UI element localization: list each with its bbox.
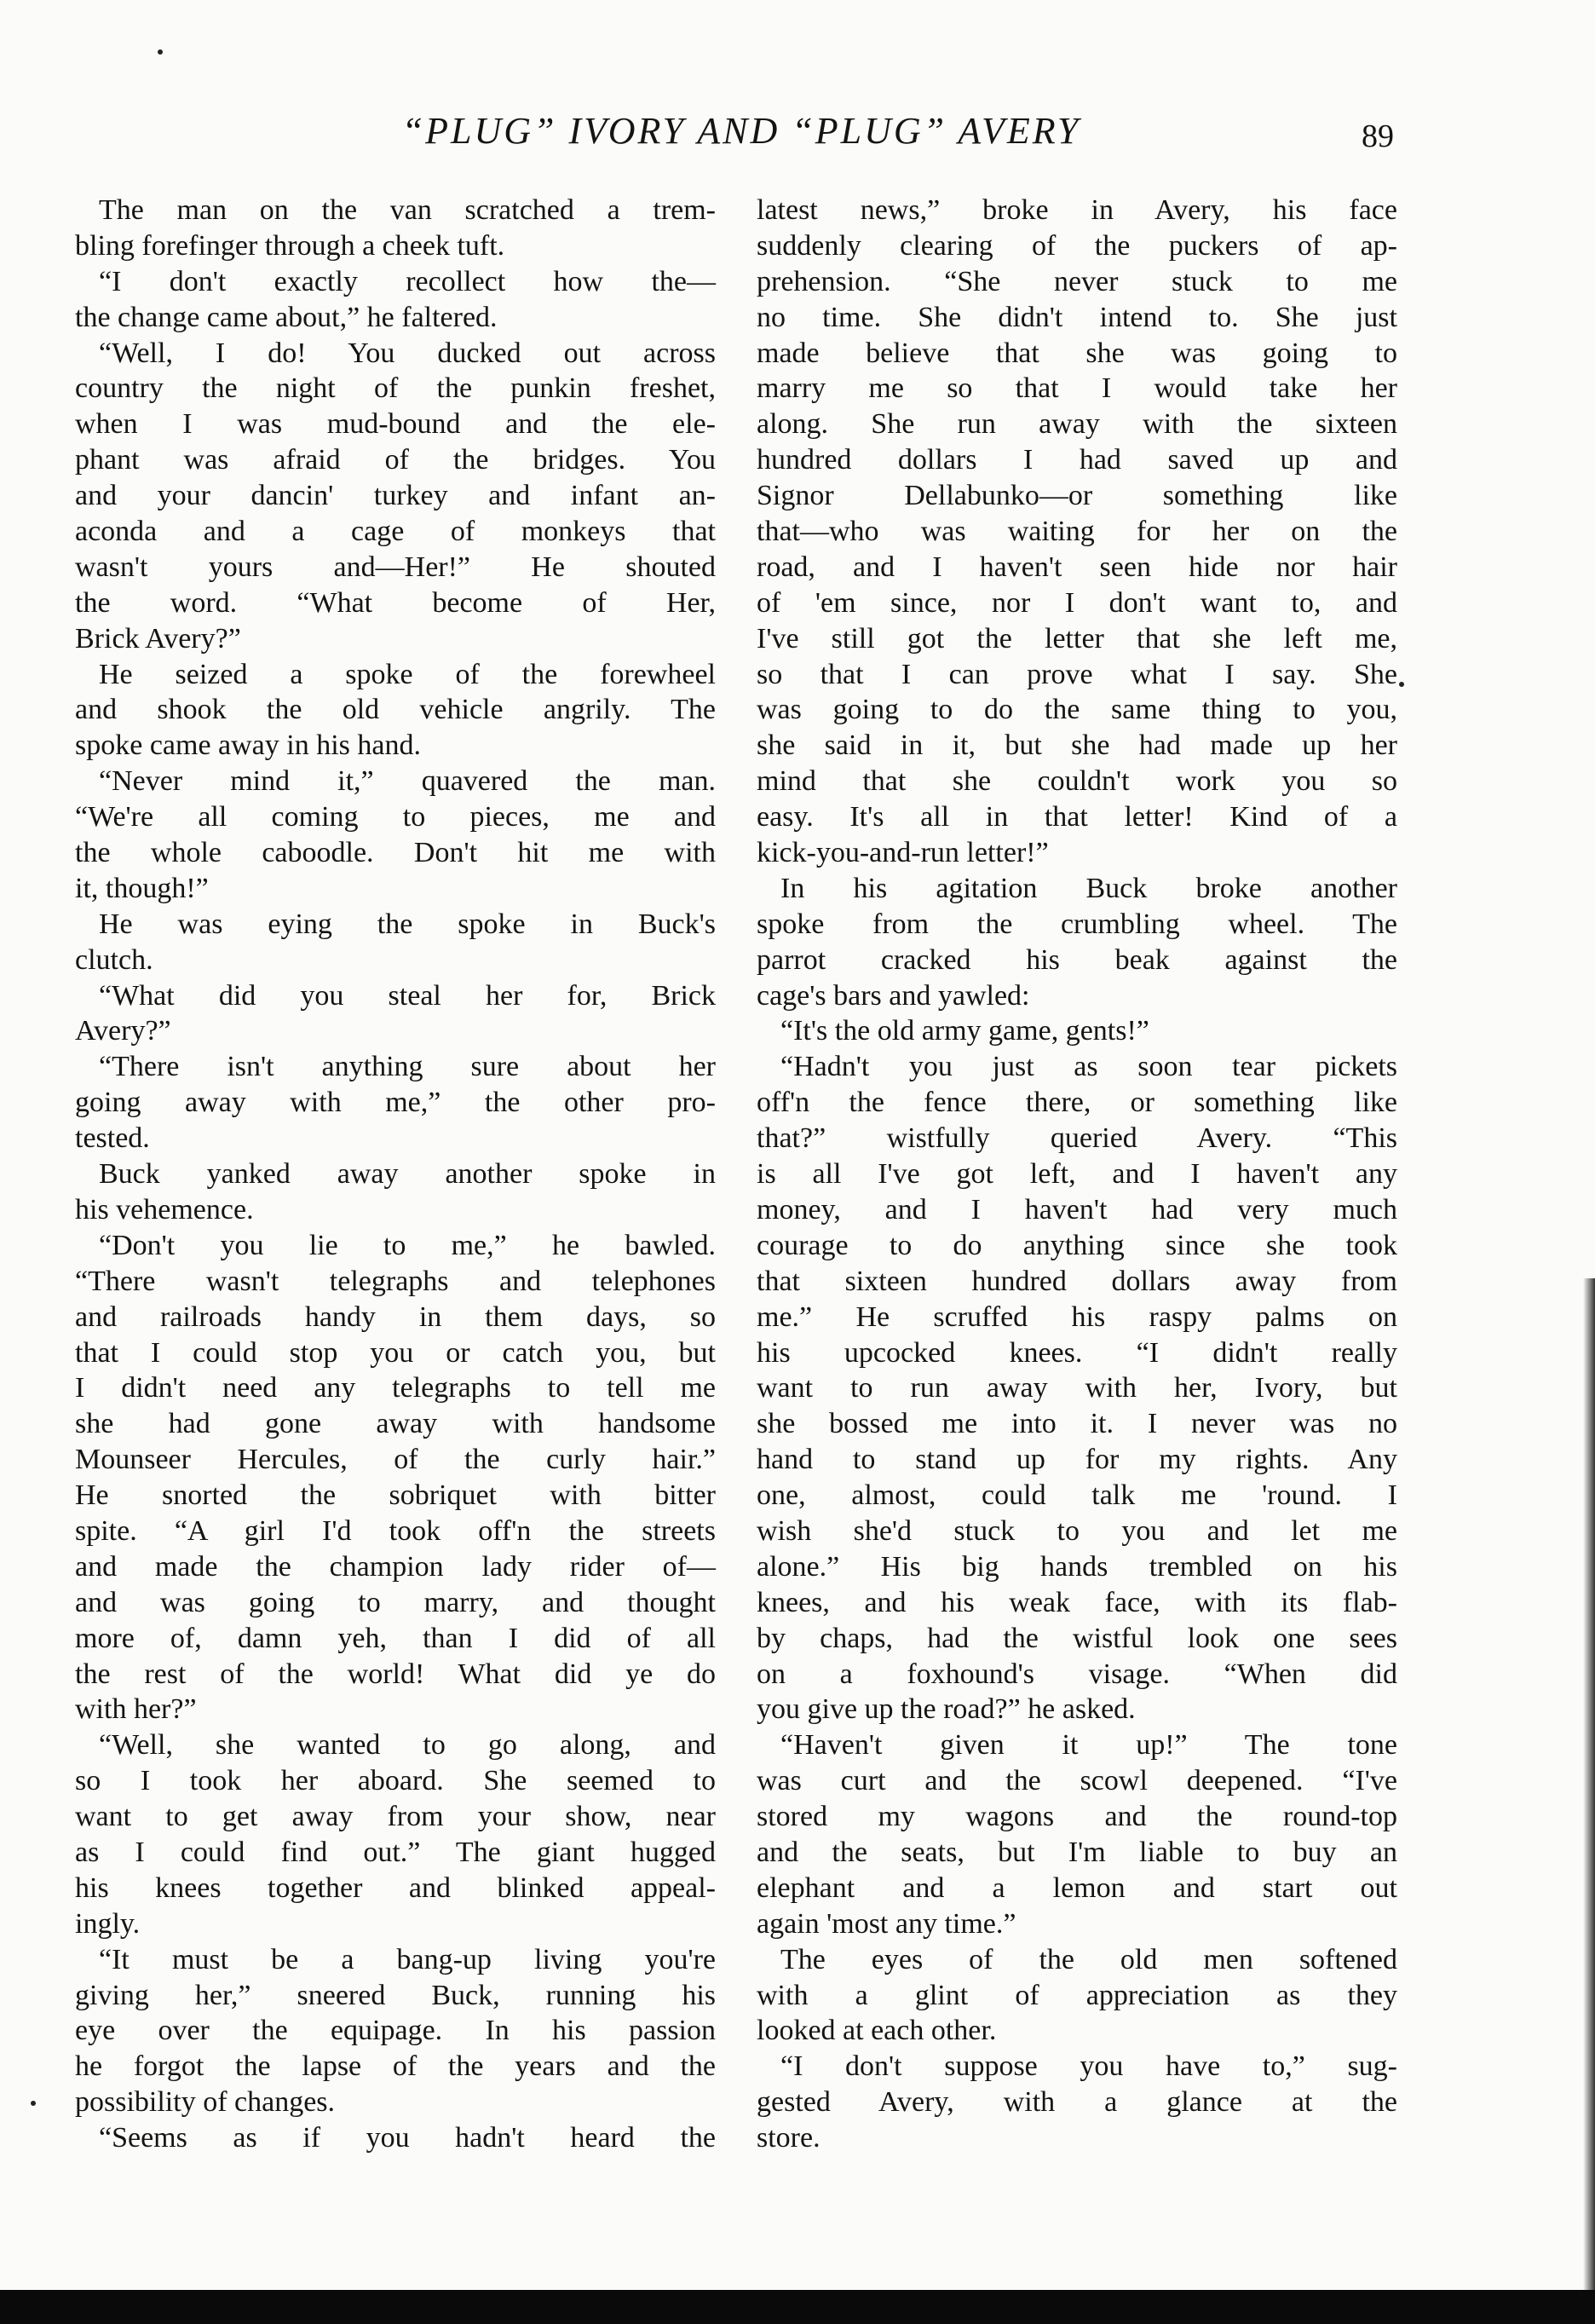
text-line: “Haven't given it up!” The tone	[780, 1729, 1397, 1762]
text-line: again 'most any time.”	[757, 1907, 1016, 1940]
paragraph	[75, 1727, 716, 1941]
paragraph	[75, 764, 716, 907]
text-line: with her?”	[75, 1693, 197, 1726]
running-header: “PLUG” IVORY AND “PLUG” AVERY	[401, 110, 1081, 152]
text-line: “Hadn't you just as soon tear pickets	[780, 1051, 1397, 1083]
text-line: “There wasn't telegraphs and telephones	[75, 1265, 716, 1297]
text-line: parrot cracked his beak against the	[757, 943, 1397, 976]
text-line: Brick Avery?”	[75, 622, 241, 655]
text-line: possibility of changes.	[75, 2086, 336, 2119]
text-line: made believe that she was going to	[757, 337, 1397, 369]
text-line: as I could find out.” The giant hugged	[75, 1836, 716, 1868]
paragraph	[757, 1049, 1397, 1727]
text-line: Avery?”	[75, 1015, 171, 1047]
text-line: you give up the road?” he asked.	[757, 1693, 1136, 1726]
paragraph	[757, 1942, 1397, 2050]
text-line: she had gone away with handsome	[75, 1408, 716, 1440]
text-line: it, though!”	[75, 872, 209, 904]
text-line: “Well, I do! You ducked out across	[99, 337, 716, 369]
text-line: “Never mind it,” quavered the man.	[99, 765, 716, 798]
text-line: want to get away from your show, near	[75, 1801, 716, 1833]
paragraph	[75, 1942, 716, 2120]
text-line: off'n the fence there, or something like	[757, 1087, 1397, 1119]
text-line: “I don't exactly recollect how the—	[99, 265, 716, 297]
text-line: aconda and a cage of monkeys that	[75, 516, 716, 548]
text-line: ingly.	[75, 1907, 141, 1940]
paragraph	[757, 1727, 1397, 1941]
text-line: prehension. “She never stuck to me	[757, 265, 1397, 297]
right-column	[757, 193, 1397, 2156]
text-line: and made the champion lady rider of—	[75, 1550, 716, 1583]
text-line: alone.” His big hands trembled on his	[757, 1550, 1397, 1583]
text-line: road, and I haven't seen hide nor hair	[757, 551, 1397, 583]
text-line: want to run away with her, Ivory, but	[757, 1372, 1397, 1404]
text-line: his knees together and blinked appeal-	[75, 1871, 716, 1904]
text-line: In his agitation Buck broke another	[780, 872, 1397, 904]
text-line: the change came about,” he faltered.	[75, 301, 498, 333]
paragraph	[75, 657, 716, 764]
page-number: 89	[1362, 118, 1394, 154]
text-line: The eyes of the old men softened	[780, 1943, 1397, 1975]
text-line: the rest of the world! What did ye do	[75, 1658, 716, 1690]
text-line: and your dancin' turkey and infant an-	[75, 480, 716, 512]
left-column	[75, 193, 716, 2156]
text-line: hand to stand up for my rights. Any	[757, 1444, 1397, 1476]
paragraph	[75, 193, 716, 264]
text-line: marry me so that I would take her	[757, 372, 1397, 405]
text-line: “It must be a bang-up living you're	[99, 1943, 716, 1975]
text-line: so I took her aboard. She seemed to	[75, 1765, 716, 1797]
text-line: Buck yanked away another spoke in	[99, 1158, 716, 1191]
paragraph	[75, 336, 716, 657]
text-line: she bossed me into it. I never was no	[757, 1408, 1397, 1440]
text-line: that I could stop you or catch you, but	[75, 1336, 716, 1369]
text-line: his upcocked knees. “I didn't really	[757, 1336, 1397, 1369]
text-line: eye over the equipage. In his passion	[75, 2015, 716, 2047]
text-line: was curt and the scowl deepened. “I've	[757, 1765, 1397, 1797]
text-line: he forgot the lapse of the years and the	[75, 2050, 716, 2083]
text-line: He seized a spoke of the forewheel	[99, 658, 716, 690]
text-line: by chaps, had the wistful look one sees	[757, 1622, 1397, 1654]
text-line: giving her,” sneered Buck, running his	[75, 1979, 716, 2011]
text-line: latest news,” broke in Avery, his face	[757, 194, 1397, 226]
text-line: and was going to marry, and thought	[75, 1586, 716, 1618]
text-line: spoke from the crumbling wheel. The	[757, 908, 1397, 940]
text-line: no time. She didn't intend to. She just	[757, 301, 1397, 333]
scan-speck	[158, 49, 163, 55]
text-line: easy. It's all in that letter! Kind of a	[757, 801, 1397, 833]
text-line: knees, and his weak face, with its flab-	[757, 1586, 1397, 1618]
paragraph	[75, 1049, 716, 1156]
text-line: is all I've got left, and I haven't any	[757, 1158, 1397, 1191]
text-line: money, and I haven't had very much	[757, 1193, 1397, 1225]
text-line: kick-you-and-run letter!”	[757, 837, 1049, 869]
paragraph	[75, 2120, 716, 2156]
text-line: country the night of the punkin freshet,	[75, 372, 716, 405]
text-line: cage's bars and yawled:	[757, 979, 1030, 1012]
text-line: one, almost, could talk me 'round. I	[757, 1479, 1397, 1512]
text-line: she said in it, but she had made up her	[757, 729, 1397, 762]
text-line: looked at each other.	[757, 2015, 997, 2047]
scan-speck	[1399, 682, 1404, 687]
scan-speck	[31, 2101, 36, 2106]
paragraph	[75, 1228, 716, 1727]
text-line: the whole caboodle. Don't hit me with	[75, 837, 716, 869]
text-line: going away with me,” the other pro-	[75, 1087, 716, 1119]
text-line: the word. “What become of Her,	[75, 586, 716, 619]
paragraph	[75, 264, 716, 336]
text-line: of 'em since, nor I don't want to, and	[757, 586, 1397, 619]
text-line: bling forefinger through a cheek tuft.	[75, 229, 505, 262]
text-line: stored my wagons and the round-top	[757, 1801, 1397, 1833]
text-line: Mounseer Hercules, of the curly hair.”	[75, 1444, 716, 1476]
text-line: “There isn't anything sure about her	[99, 1051, 716, 1083]
text-line: courage to do anything since she took	[757, 1229, 1397, 1261]
text-line: when I was mud-bound and the ele-	[75, 408, 716, 441]
text-line: “What did you steal her for, Brick	[99, 979, 716, 1012]
text-line: mind that she couldn't work you so	[757, 765, 1397, 798]
text-line: Signor Dellabunko—or something like	[757, 480, 1397, 512]
text-line: and shook the old vehicle angrily. The	[75, 694, 716, 726]
text-line: He was eying the spoke in Buck's	[99, 908, 716, 940]
page-edge-shadow	[1583, 1278, 1595, 2290]
text-line: me.” He scruffed his raspy palms on	[757, 1300, 1397, 1333]
scan-border	[0, 2290, 1595, 2324]
text-line: elephant and a lemon and start out	[757, 1871, 1397, 1904]
text-line: so that I can prove what I say. She	[757, 658, 1397, 690]
text-line: “Don't you lie to me,” he bawled.	[99, 1229, 716, 1261]
paragraph	[757, 871, 1397, 1014]
text-line: hundred dollars I had saved up and	[757, 444, 1397, 476]
text-line: that—who was waiting for her on the	[757, 516, 1397, 548]
text-line: that?” wistfully queried Avery. “This	[757, 1122, 1397, 1155]
text-line: with a glint of appreciation as they	[757, 1979, 1397, 2011]
text-line: phant was afraid of the bridges. You	[75, 444, 716, 476]
text-line: wish she'd stuck to you and let me	[757, 1514, 1397, 1547]
text-line: that sixteen hundred dollars away from	[757, 1265, 1397, 1297]
paragraph	[757, 2049, 1397, 2156]
text-line: The man on the van scratched a trem-	[99, 194, 716, 226]
text-line: and railroads handy in them days, so	[75, 1300, 716, 1333]
text-line: wasn't yours and—Her!” He shouted	[75, 551, 716, 583]
text-line: I didn't need any telegraphs to tell me	[75, 1372, 716, 1404]
text-line: “I don't suppose you have to,” sug-	[780, 2050, 1397, 2083]
text-line: on a foxhound's visage. “When did	[757, 1658, 1397, 1690]
text-line: clutch.	[75, 943, 153, 976]
text-line: and the seats, but I'm liable to buy an	[757, 1836, 1397, 1868]
text-line: “It's the old army game, gents!”	[780, 1015, 1149, 1047]
text-line: gested Avery, with a glance at the	[757, 2086, 1397, 2119]
text-line: was going to do the same thing to you,	[757, 694, 1397, 726]
paragraph	[757, 1013, 1397, 1049]
paragraph	[75, 978, 716, 1050]
text-line: along. She run away with the sixteen	[757, 408, 1397, 441]
paragraph	[75, 1156, 716, 1228]
text-line: He snorted the sobriquet with bitter	[75, 1479, 716, 1512]
text-line: I've still got the letter that she left me,	[757, 622, 1397, 655]
text-line: store.	[757, 2122, 821, 2154]
text-line: more of, damn yeh, than I did of all	[75, 1622, 716, 1654]
paragraph	[757, 193, 1397, 871]
text-line: spoke came away in his hand.	[75, 729, 421, 762]
text-line: “We're all coming to pieces, me and	[75, 801, 716, 833]
text-line: his vehemence.	[75, 1193, 254, 1225]
paragraph	[75, 907, 716, 978]
text-line: tested.	[75, 1122, 150, 1155]
text-line: “Well, she wanted to go along, and	[99, 1729, 716, 1762]
text-line: spite. “A girl I'd took off'n the streets	[75, 1514, 716, 1547]
text-line: suddenly clearing of the puckers of ap-	[757, 229, 1397, 262]
text-line: “Seems as if you hadn't heard the	[99, 2122, 716, 2154]
